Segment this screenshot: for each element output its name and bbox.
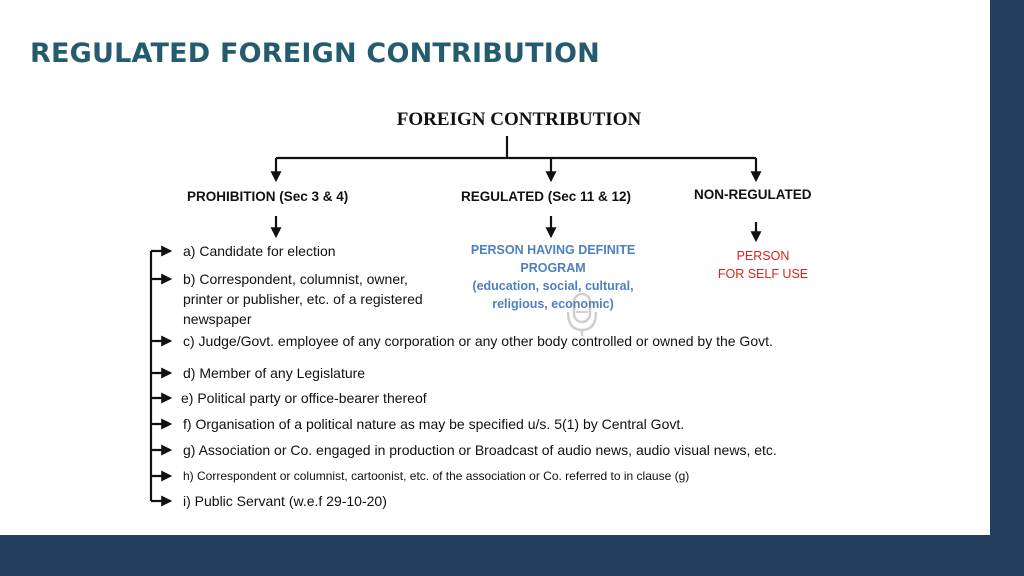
non-regulated-detail bbox=[708, 247, 818, 283]
branch-prohibition: PROHIBITION (Sec 3 & 4) bbox=[187, 189, 349, 204]
prohibition-item-a: a) Candidate for election bbox=[183, 243, 336, 259]
regulated-detail bbox=[463, 241, 643, 313]
regulated-detail-line: PERSON HAVING DEFINITE bbox=[470, 243, 636, 257]
prohibition-item-h: h) Correspondent or columnist, cartoonist, etc. of the association or Co. referred to in clause (g) bbox=[183, 469, 690, 483]
prohibition-item-c: c) Judge/Govt. employee of any corporation or any other body controlled or owned by the Govt. bbox=[183, 333, 773, 349]
slide-title: REGULATED FOREIGN CONTRIBUTION bbox=[30, 38, 600, 69]
regulated-detail-line: PROGRAM bbox=[520, 261, 586, 275]
regulated-detail-line: religious, economic) bbox=[492, 297, 614, 311]
prohibition-item-e: e) Political party or office-bearer thereof bbox=[181, 390, 427, 406]
branch-non-regulated: NON-REGULATED bbox=[694, 187, 812, 202]
prohibition-item-i: i) Public Servant (w.e.f 29-10-20) bbox=[183, 493, 387, 509]
prohibition-item-d: d) Member of any Legislature bbox=[183, 365, 366, 381]
root-label: FOREIGN CONTRIBUTION bbox=[396, 109, 642, 130]
branch-regulated: REGULATED (Sec 11 & 12) bbox=[461, 189, 632, 204]
regulated-detail-line: (education, social, cultural, bbox=[472, 279, 634, 293]
prohibition-item-b: b) Correspondent, columnist, owner, printer or publisher, etc. of a registered newspaper bbox=[183, 271, 423, 327]
prohibition-item-g: g) Association or Co. engaged in production or Broadcast of audio news, audio visual news, etc. bbox=[183, 442, 777, 458]
non-regulated-detail-line: PERSON bbox=[736, 249, 790, 263]
non-regulated-detail-line: FOR SELF USE bbox=[717, 267, 809, 281]
prohibition-item-f: f) Organisation of a political nature as may be specified u/s. 5(1) by Central Govt. bbox=[183, 416, 685, 432]
